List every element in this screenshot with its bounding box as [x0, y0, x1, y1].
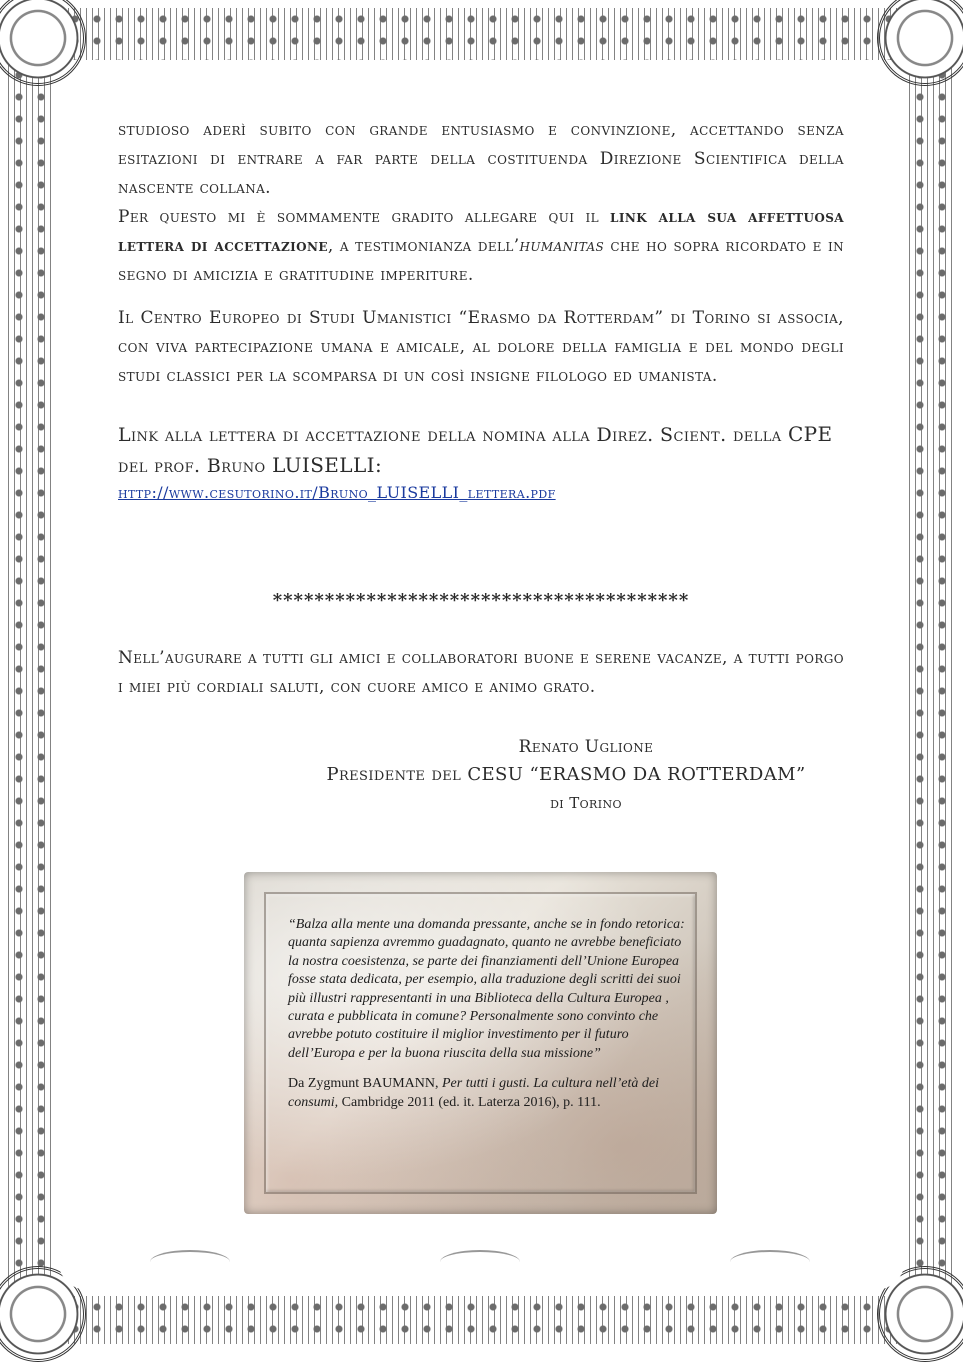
baumann-quote: “Balza alla mente una domanda pressante, anche se in fondo retorica: quanta sapienza avremmo guadagnato, quanto ne avrebbe beneficiato la nostra coesistenza, se parte dei finanziamenti dell’Unione Europea fosse stata dedicata, per esempio, alla traduzione degli scritti dei suoi più illustri rappresentanti in una Biblioteca della Cultura Europea , curata e pubblicata in comune? Personalmente sono convinto che avrebbe potuto costituire il miglior investimento per il futuro dell’Europa e per la buona riuscita della sua missione” — [288, 917, 685, 1061]
frame-border-left — [8, 20, 54, 1332]
tablet-text — [288, 916, 688, 1112]
italic-humanitas: humanitas — [519, 236, 605, 256]
paragraph-text: studioso aderì subito con grande entusiasmo e convinzione, accettando senza esitazioni di entrare a far parte della costituenda Direzione Scientifica della nascente collana. — [118, 120, 844, 198]
citation-publisher: Cambridge 2011 (ed. it. Laterza 2016), p. 111. — [338, 1094, 601, 1110]
signature-title-text: Presidente del — [326, 764, 468, 785]
paragraph-condolence — [118, 304, 844, 391]
signature-city: di Torino — [550, 794, 622, 812]
signature-name: Renato Uglione — [518, 737, 654, 757]
signature-block — [118, 733, 844, 817]
frame-border-right — [909, 20, 955, 1332]
link-heading — [118, 419, 844, 481]
paragraph-acceptance — [118, 116, 844, 290]
flourish-ornament-left — [150, 1250, 230, 1274]
stone-tablet-image — [244, 872, 717, 1214]
baumann-citation — [288, 1075, 688, 1112]
signature-title-org: CESU “ERASMO DA ROTTERDAM” — [467, 764, 806, 785]
paragraph-text: Il Centro Europeo di Studi Umanistici “Erasmo da Rotterdam” di Torino si associa, con viva partecipazione umana e amicale, al dolore della famiglia e del mondo degli studi classici per la scomparsa di un così insigne filologo ed umanista. — [118, 308, 844, 386]
letter-content — [118, 116, 845, 812]
flourish-ornament-right — [730, 1250, 810, 1274]
signature-title — [118, 761, 844, 789]
letter-pdf-link[interactable]: http://www.cesutorino.it/Bruno_LUISELLI_lettera.pdf — [118, 483, 556, 502]
citation-title: Per tutti i gusti. La cultura nell’età dei consumi, — [288, 1076, 659, 1110]
link-heading-text: del prof. Bruno — [118, 455, 273, 477]
flourish-ornament-center — [440, 1250, 520, 1274]
separator-asterisks: **************************************** — [272, 590, 690, 611]
frame-border-bottom — [20, 1296, 943, 1344]
citation-author: Da Zygmunt BAUMANN, — [288, 1076, 442, 1092]
frame-border-top — [20, 8, 943, 60]
paragraph-text: , a testimonianza dell’ — [327, 236, 520, 256]
paragraph-text: Per questo mi è sommamente gradito allegare qui il — [118, 207, 611, 227]
link-heading-name: LUISELLI: — [272, 453, 383, 477]
paragraph-greeting: Nell’augurare a tutti gli amici e collaboratori buone e serene vacanze, a tutti porgo i miei più cordiali saluti, con cuore amico e animo grato. — [118, 648, 844, 697]
link-heading-text: Link alla lettera di accettazione della nomina alla Direz. Scient. della — [118, 424, 788, 446]
paragraph-text: che ho sopra ricordato e in segno di amicizia e gratitudine imperiture. — [118, 236, 845, 285]
link-heading-cpe: CPE — [787, 422, 833, 446]
bold-link-text: link alla sua affettuosa lettera di accettazione — [118, 207, 844, 256]
